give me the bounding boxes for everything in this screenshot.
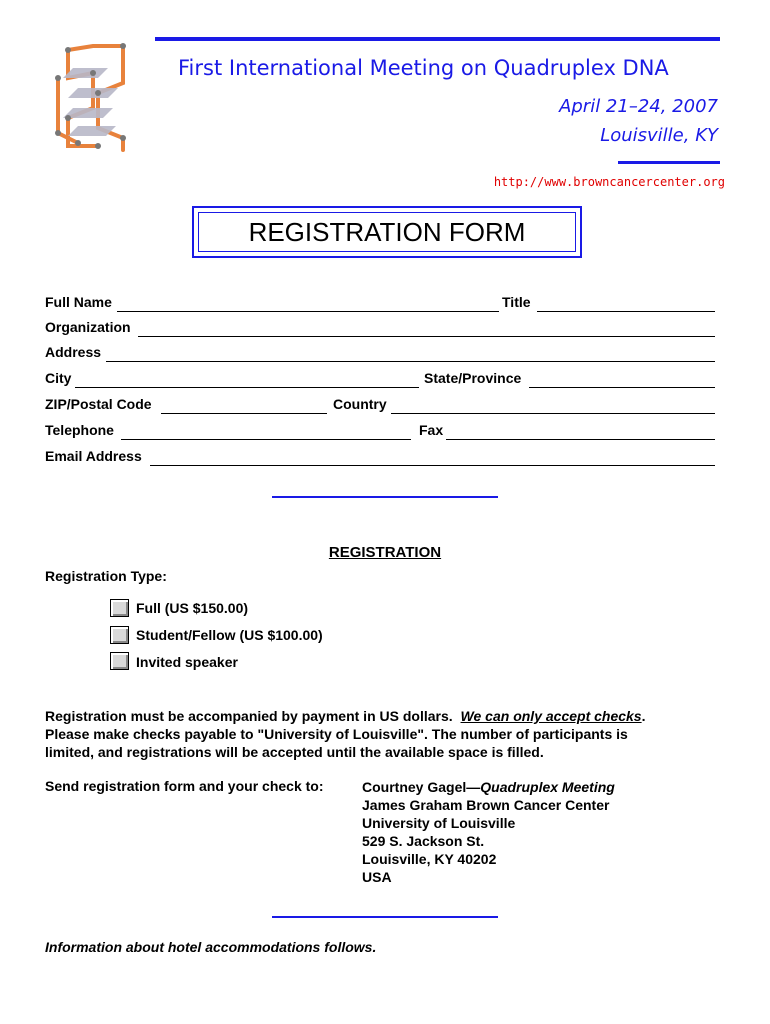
state-label: State/Province [424,370,522,386]
option-invited-checkbox[interactable] [110,652,129,670]
divider-2 [272,916,498,918]
meeting-location: Louisville, KY [600,125,718,146]
meeting-title: First International Meeting on Quadruplex DNA [178,56,669,80]
payment-text: Registration must be accompanied by payment in US dollars. [45,708,453,724]
title-field[interactable] [537,311,715,312]
address-line: 529 S. Jackson St. [362,833,485,849]
address-label: Address [45,344,102,360]
city-field[interactable] [75,387,419,388]
row-email [45,448,715,468]
address-line: USA [362,869,392,885]
payment-period: . [641,708,646,724]
contact-name [362,778,615,796]
form-title-box [192,206,582,258]
payment-line-1 [45,707,646,725]
website-link[interactable]: http://www.browncancercenter.org [493,175,725,189]
address-field[interactable] [106,361,715,362]
divider-1 [272,496,498,498]
country-field[interactable] [391,413,715,414]
registration-type-label: Registration Type: [45,568,167,584]
option-full-label: Full (US $150.00) [136,600,249,616]
row-zip [45,396,715,416]
address-line: University of Louisville [362,815,516,831]
payment-line-2: Please make checks payable to "University of Louisville". The number of participants is [45,726,628,742]
form-title: REGISTRATION FORM [248,216,526,247]
row-organization [45,319,715,339]
send-address [362,778,615,886]
title-label: Title [502,294,531,310]
row-name [45,294,715,314]
sub-rule [618,161,720,164]
contact-person: Courtney Gagel— [362,779,481,795]
telephone-field[interactable] [121,439,411,440]
registration-heading: REGISTRATION [328,544,442,561]
address-line: Louisville, KY 40202 [362,851,497,867]
checks-only-emphasis: We can only accept checks [460,708,642,724]
email-label: Email Address [45,448,142,464]
email-field[interactable] [150,465,715,466]
option-student-checkbox[interactable] [110,626,129,644]
payment-paragraph [45,707,646,761]
hotel-info-note: Information about hotel accommodations follows. [45,939,377,955]
option-student-label: Student/Fellow (US $100.00) [136,627,323,643]
fax-label: Fax [419,422,444,438]
row-address [45,344,715,364]
zip-label: ZIP/Postal Code [45,396,152,412]
option-invited-label: Invited speaker [136,654,238,670]
full-name-label: Full Name [45,294,112,310]
send-label: Send registration form and your check to: [45,778,324,794]
option-full-checkbox[interactable] [110,599,129,617]
state-field[interactable] [529,387,715,388]
top-rule [155,37,720,41]
meeting-dates: April 21–24, 2007 [559,96,718,117]
full-name-field[interactable] [117,311,499,312]
country-label: Country [333,396,387,412]
payment-line-3: limited, and registrations will be accepted until the available space is filled. [45,744,544,760]
address-line: James Graham Brown Cancer Center [362,797,610,813]
organization-field[interactable] [138,336,715,337]
row-telephone [45,422,715,442]
row-city [45,370,715,390]
city-label: City [45,370,72,386]
meeting-name: Quadruplex Meeting [480,779,615,795]
organization-label: Organization [45,319,131,335]
telephone-label: Telephone [45,422,114,438]
fax-field[interactable] [446,439,715,440]
quadruplex-logo [38,38,143,163]
zip-field[interactable] [161,413,327,414]
